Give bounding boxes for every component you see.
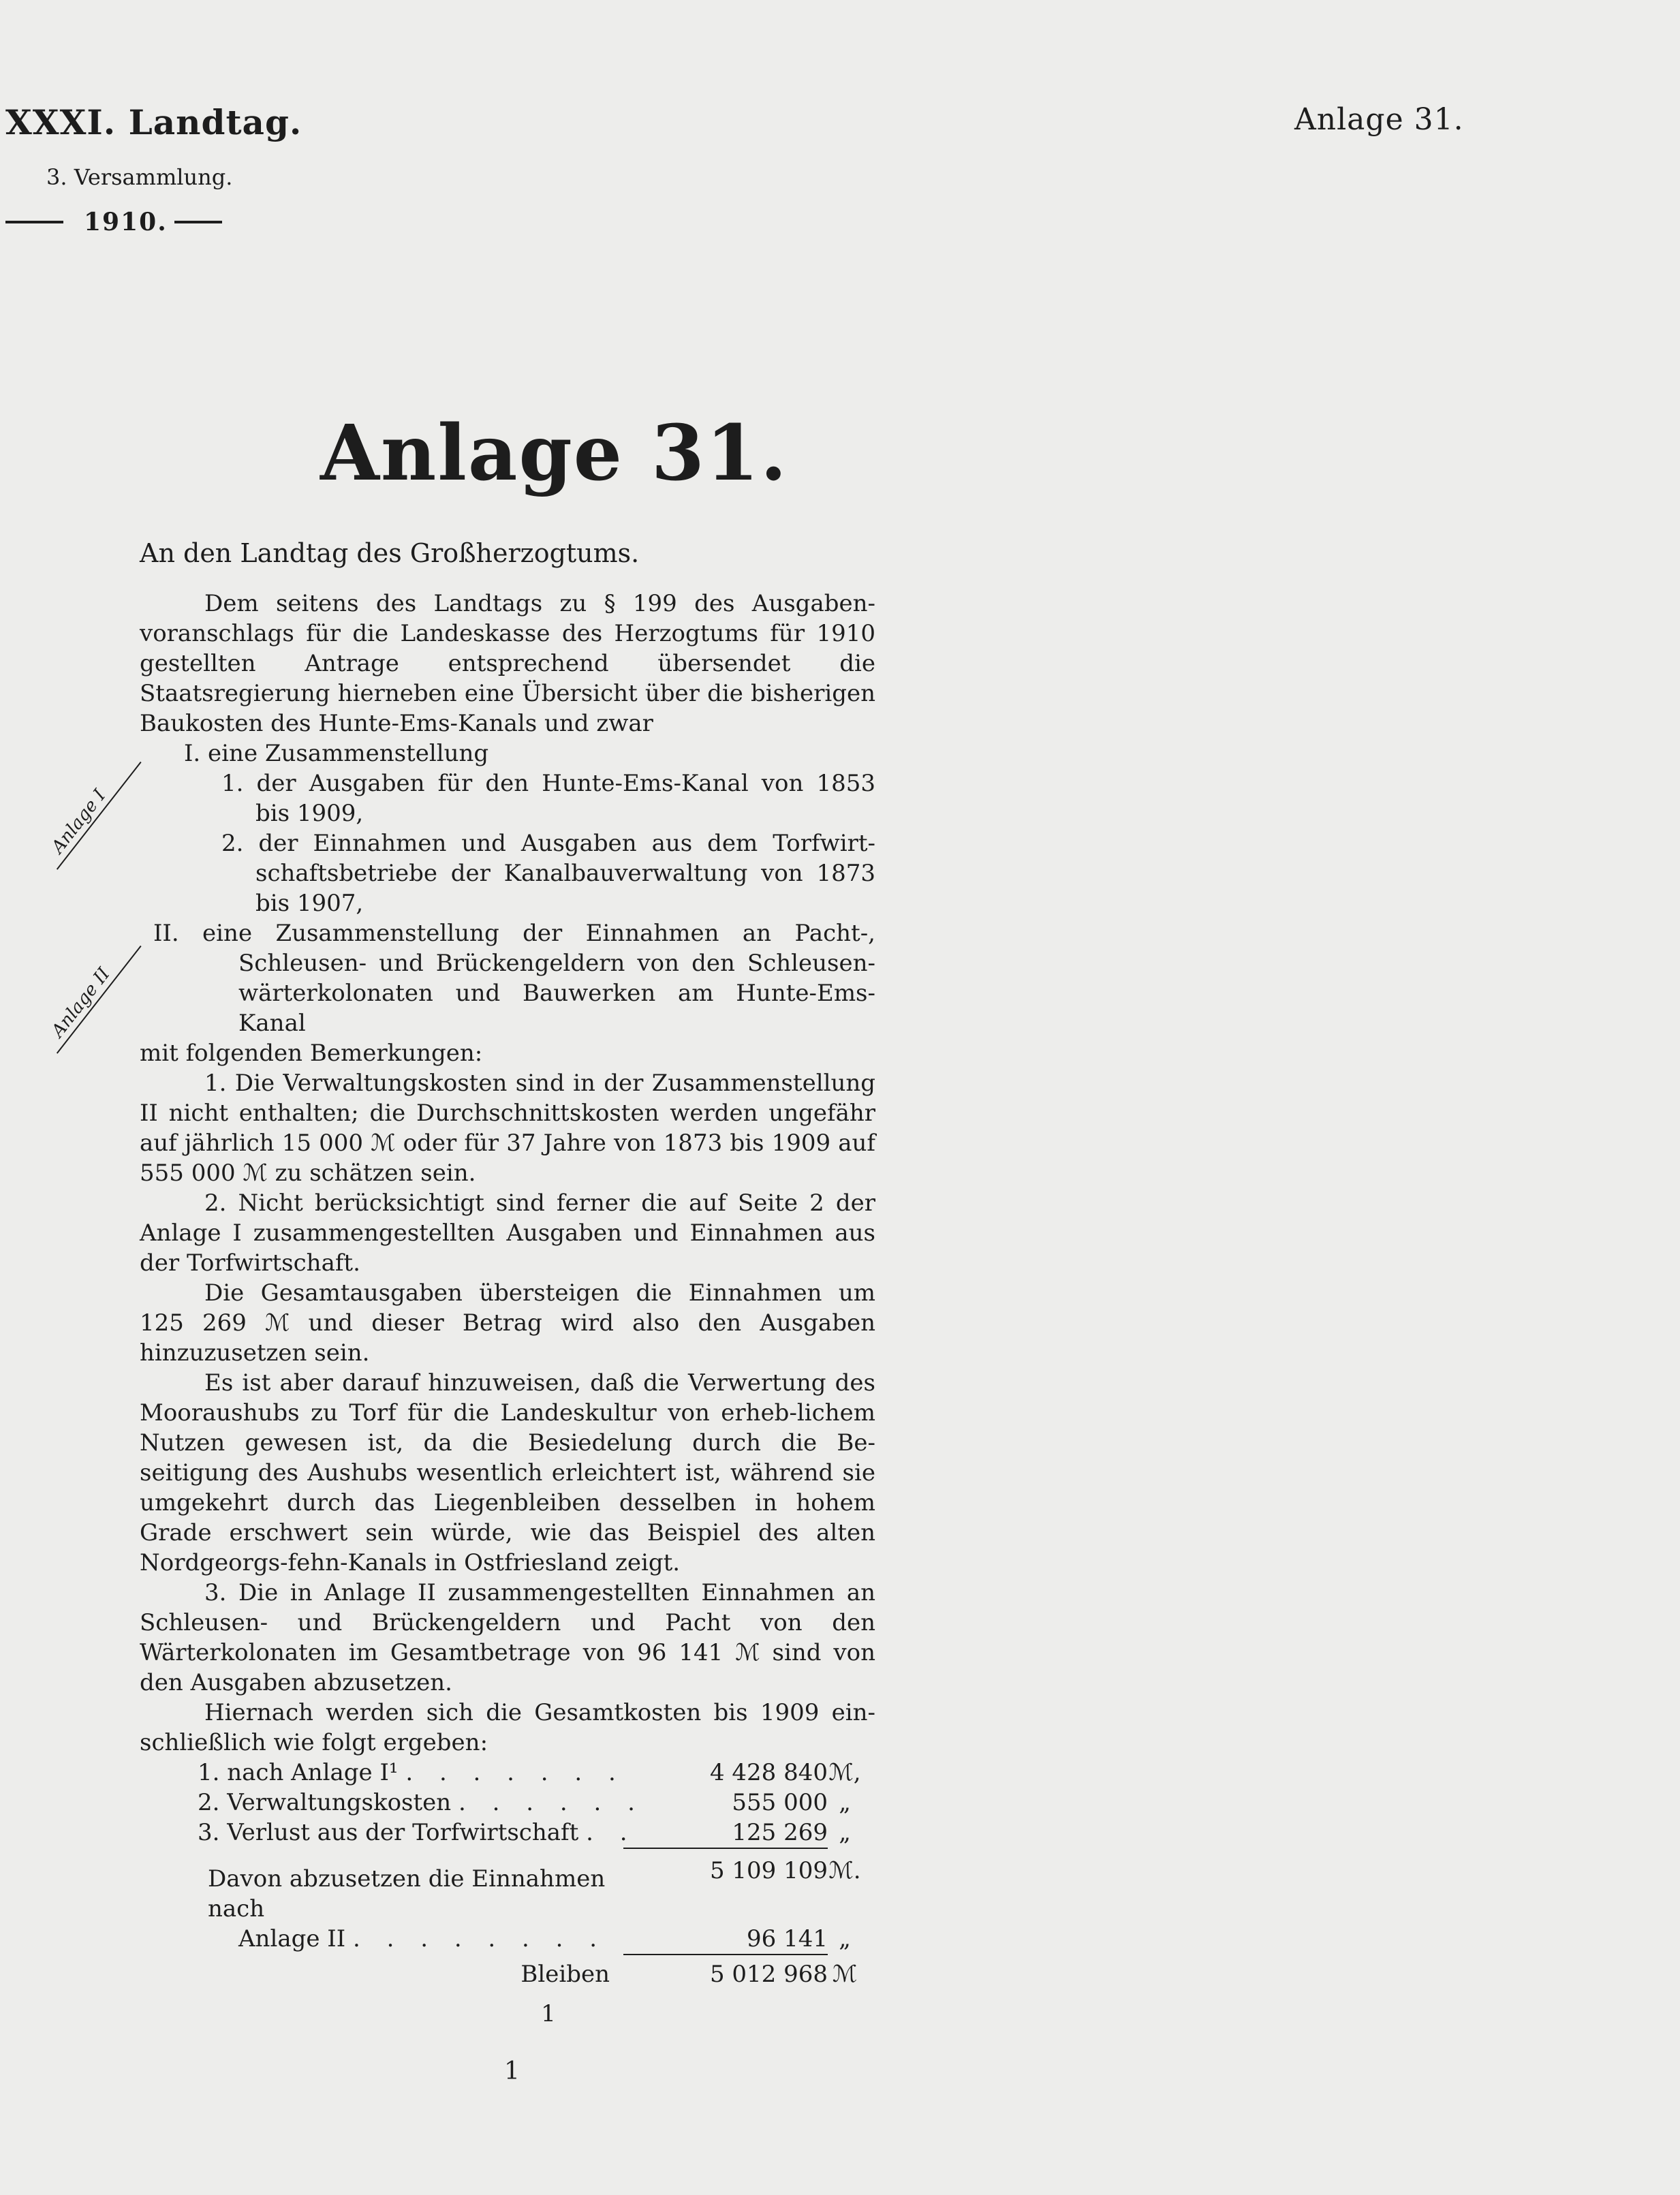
remark-2: 2. Nicht berücksichtigt sind ferner die auf Seite 2 der Anlage I zusammengestellten Ausgaben und Einnahmen aus der Torfwirtschaft. xyxy=(140,1189,875,1277)
summary-unit: „ xyxy=(839,1789,851,1816)
deduct-label: Davon abzusetzen die Einnahmen nach xyxy=(208,1865,606,1922)
year-rule-right xyxy=(174,221,222,223)
header-anlage-ref: Anlage 31. xyxy=(1294,102,1464,137)
summary-amount: 125 269 xyxy=(623,1818,828,1849)
summary-unit: „ xyxy=(839,1819,851,1846)
side-label-text: Anlage I xyxy=(48,785,110,858)
year-line xyxy=(5,208,302,236)
hiernach-paragraph: Hiernach werden sich die Gesamtkosten bis 1909 ein-schließlich wie folgt ergeben: xyxy=(140,1699,875,1756)
summary-row xyxy=(140,1818,875,1848)
summary-amount: 4 428 840 xyxy=(709,1759,828,1786)
subtotal-unit: ℳ. xyxy=(828,1857,861,1884)
item-i-1: 1. der Ausgaben für den Hunte-Ems-Kanal von 1853 bis 1909, xyxy=(221,770,875,827)
year-label: 1910. xyxy=(84,208,168,236)
item-i-2: 2. der Einnahmen und Ausgaben aus dem Torfwirt-schaftsbetriebe der Kanalbauverwaltung von 1873 bis 1907, xyxy=(221,830,875,917)
side-label-rule xyxy=(57,762,142,870)
intro-paragraph: Dem seitens des Landtags zu § 199 des Ausgaben-voranschlags für die Landeskasse des Herzogtums für 1910 gestellten Antrage entsprechend übersendet die Staatsregierung hierneben eine Übersicht über die bisherigen Baukosten des Hunte-Ems-Kanals und zwar xyxy=(140,590,875,737)
item-i: I. eine Zusammenstellung xyxy=(184,740,489,767)
summary-label: 3. Verlust aus der Torfwirtschaft . . xyxy=(198,1819,637,1846)
header-left xyxy=(5,102,302,236)
summary-label: 1. nach Anlage I¹ . . . . . . . xyxy=(198,1759,625,1786)
remarks-intro: mit folgenden Bemerkungen: xyxy=(140,1040,483,1067)
remain-amount: 5 012 968 xyxy=(709,1961,828,1988)
side-label-rule xyxy=(57,946,142,1054)
footnote-number: 1 xyxy=(541,2000,556,2027)
remain-unit: ℳ xyxy=(832,1961,858,1988)
summary-unit: ℳ, xyxy=(828,1759,861,1786)
deduct-amount: 96 141 xyxy=(623,1924,828,1955)
summary-row xyxy=(140,1788,875,1818)
gesamt-paragraph: Die Gesamtausgaben übersteigen die Einnahmen um 125 269 ℳ und dieser Betrag wird also den Ausgaben hinzuzusetzen sein. xyxy=(140,1279,875,1367)
side-label-text: Anlage II xyxy=(48,964,114,1042)
remain-row xyxy=(140,1954,875,1989)
side-label-anlage-1 xyxy=(48,785,110,857)
remain-label: Bleiben xyxy=(520,1961,610,1988)
side-label-anlage-2 xyxy=(48,964,114,1041)
item-ii: II. eine Zusammenstellung der Einnahmen an Pacht-, Schleusen- und Brückengeldern von den Schleusen-wärterkolonaten und Bauwerken am Hunte-Ems-Kanal xyxy=(153,920,875,1037)
summary-amount: 555 000 xyxy=(732,1789,828,1816)
page-number: 1 xyxy=(504,2057,520,2085)
remark-3: 3. Die in Anlage II zusammengestellten Einnahmen an Schleusen- und Brückengeldern und Pacht von den Wärterkolonaten im Gesamtbetrage von 96 141 ℳ sind von den Ausgaben abzusetzen. xyxy=(140,1579,875,1696)
summary-label: 2. Verwaltungskosten . . . . . . xyxy=(198,1789,644,1816)
versammlung-label: 3. Versammlung. xyxy=(46,164,233,190)
remark-1: 1. Die Verwaltungskosten sind in der Zusammenstellung II nicht enthalten; die Durchschnittskosten werden ungefähr auf jährlich 15 000 ℳ oder für 37 Jahre von 1873 bis 1909 auf 555 000 ℳ zu schätzen sein. xyxy=(140,1070,875,1187)
summary-row xyxy=(140,1758,875,1788)
deduct-row-2 xyxy=(140,1924,875,1954)
landtag-label: XXXI. Landtag. xyxy=(5,102,302,142)
year-rule-left xyxy=(5,221,63,223)
subtotal-amount: 5 109 109 xyxy=(709,1857,828,1884)
deduct-unit: „ xyxy=(839,1925,851,1952)
deduct-label-2: Anlage II . . . . . . . . xyxy=(238,1925,607,1952)
letter-body xyxy=(140,538,875,2029)
address-line: An den Landtag des Großherzogtums. xyxy=(140,538,640,568)
cost-summary xyxy=(140,1758,875,2029)
page-title: Anlage 31. xyxy=(320,409,788,498)
hinweis-paragraph: Es ist aber darauf hinzuweisen, daß die Verwertung des Mooraushubs zu Torf für die Landeskultur von erheb-lichem Nutzen gewesen ist, da die Besiedelung durch die Be-seitigung des Aushubs wesentlich erleichtert ist, während sie umgekehrt durch das Liegenbleiben desselben in hohem Grade erschwert sein würde, wie das Beispiel des alten Nordgeorgs-fehn-Kanals in Ostfriesland zeigt. xyxy=(140,1369,875,1576)
